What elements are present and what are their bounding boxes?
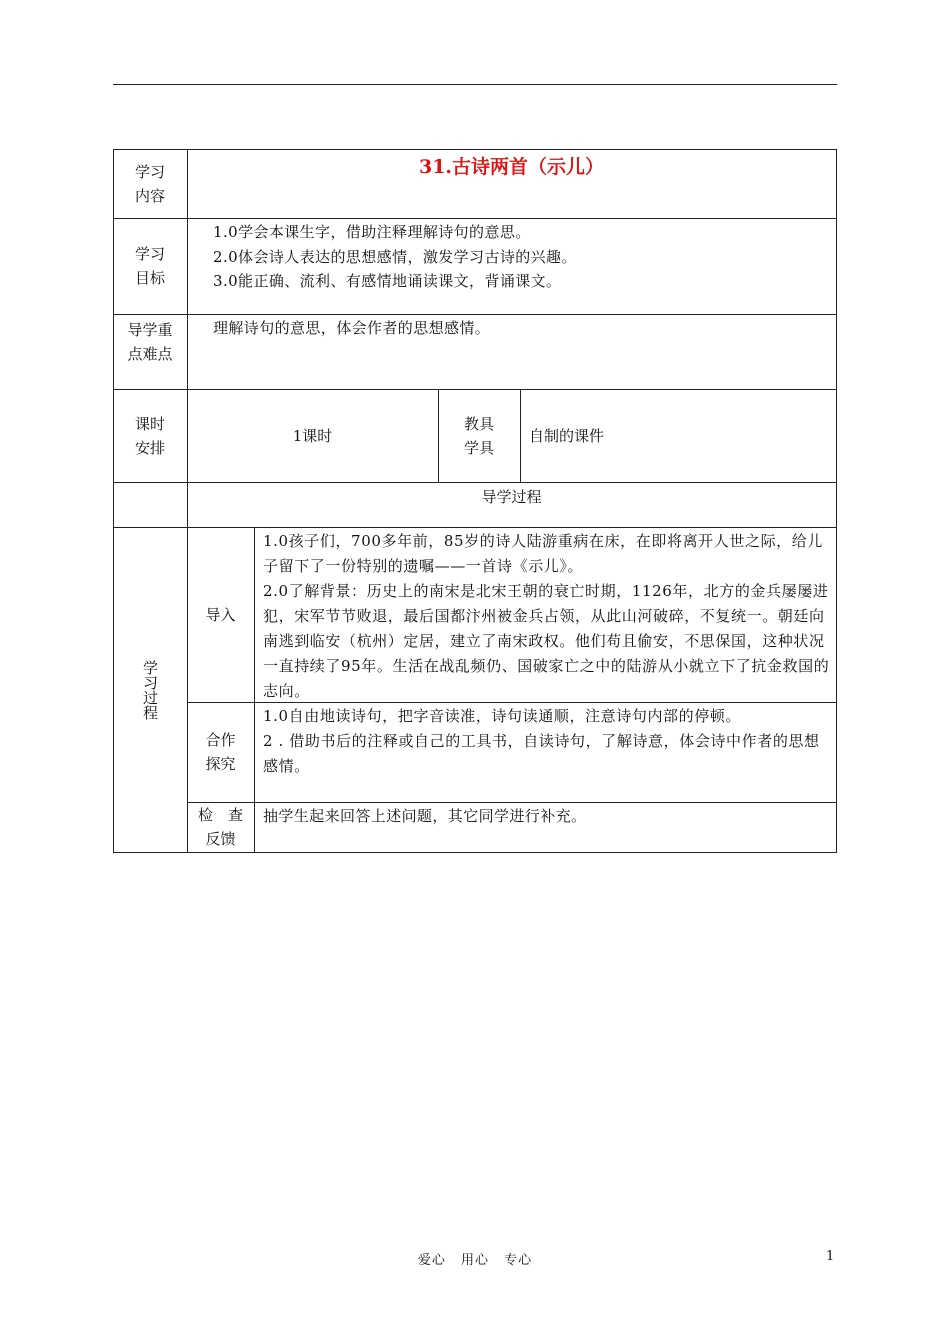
- schedule-label-line1: 课时: [134, 414, 165, 433]
- hours-value: [187, 389, 438, 482]
- content-label-line1: 学习: [134, 162, 165, 181]
- header-rule: [113, 84, 837, 85]
- process-side-label: [113, 650, 187, 730]
- intro-label: [187, 527, 254, 702]
- explore-paragraph: 2 . 借助书后的注释或自己的工具书，自读诗句，了解诗意，体会诗中作者的思想感情。: [263, 732, 820, 775]
- intro-label-text: 导入: [205, 605, 236, 624]
- intro-paragraph: 2.0了解背景：历史上的南宋是北宋王朝的衰亡时期，1126年，北方的金兵屡屡进犯，宋军节节败退，最后国都汴州被金兵占领，从此山河破碎，不复统一。朝廷向南逃到临安（杭州）定居，建立了南宋政权。他们苟且偷安，不思保国，这种状况一直持续了95年。生活在战乱频仍、国破家亡之中的陆游从小就立下了抗金救国的志向。: [263, 582, 830, 700]
- footer-motto: 爱心 用心 专心: [417, 1253, 533, 1268]
- focus-label-line1: 导学重: [127, 321, 173, 339]
- focus-text: 理解诗句的意思，体会作者的思想感情。: [213, 319, 491, 337]
- feedback-label-line1: 检 查: [197, 806, 243, 824]
- process-side-label-text: 学习过程: [141, 660, 159, 720]
- goals-label-line2: 目标: [134, 269, 165, 287]
- explore-label-line2: 探究: [205, 755, 236, 773]
- explore-paragraph: 1.0自由地读诗句，把字音读准，诗句读通顺，注意诗句内部的停顿。: [263, 707, 742, 725]
- goals-label: [113, 218, 187, 314]
- intro-text: [254, 527, 836, 702]
- goals-label-line1: 学习: [134, 245, 165, 263]
- focus-label: [113, 314, 187, 370]
- feedback-label: [187, 802, 254, 852]
- schedule-label-line2: 安排: [134, 438, 165, 457]
- schedule-label: [113, 389, 187, 482]
- intro-paragraph: 1.0孩子们，700多年前，85岁的诗人陆游重病在床，在即将离开人世之际，给儿子留下了一份特别的遗嘱——一首诗《示儿》。: [263, 532, 823, 575]
- page-number: 1: [826, 1249, 835, 1264]
- goal-item: 3.0能正确、流利、有感情地诵读课文，背诵课文。: [213, 272, 562, 290]
- tools-label-line2: 学具: [463, 438, 494, 457]
- page-footer: [0, 1249, 950, 1269]
- content-label-line2: 内容: [134, 186, 165, 205]
- tools-label-line1: 教具: [463, 414, 494, 433]
- goals-list: [205, 218, 825, 314]
- explore-text: [254, 702, 836, 802]
- goal-item: 1.0学会本课生字，借助注释理解诗句的意思。: [213, 223, 531, 241]
- hours-text: 1课时: [292, 426, 333, 445]
- tools-value: 自制的课件: [529, 427, 605, 445]
- feedback-label-line2: 反馈: [205, 830, 236, 848]
- goal-item: 2.0体会诗人表达的思想感情，激发学习古诗的兴趣。: [213, 247, 577, 266]
- feedback-text: 抽学生起来回答上述问题，其它同学进行补充。: [263, 807, 587, 825]
- process-header: 导学过程: [481, 488, 542, 506]
- tools-label: [438, 389, 520, 482]
- lesson-title: 31.古诗两首（示儿）: [418, 156, 605, 178]
- content-label: [113, 149, 187, 218]
- explore-label-line1: 合作: [205, 731, 236, 749]
- focus-label-line2: 点难点: [127, 345, 173, 363]
- explore-label: [187, 702, 254, 802]
